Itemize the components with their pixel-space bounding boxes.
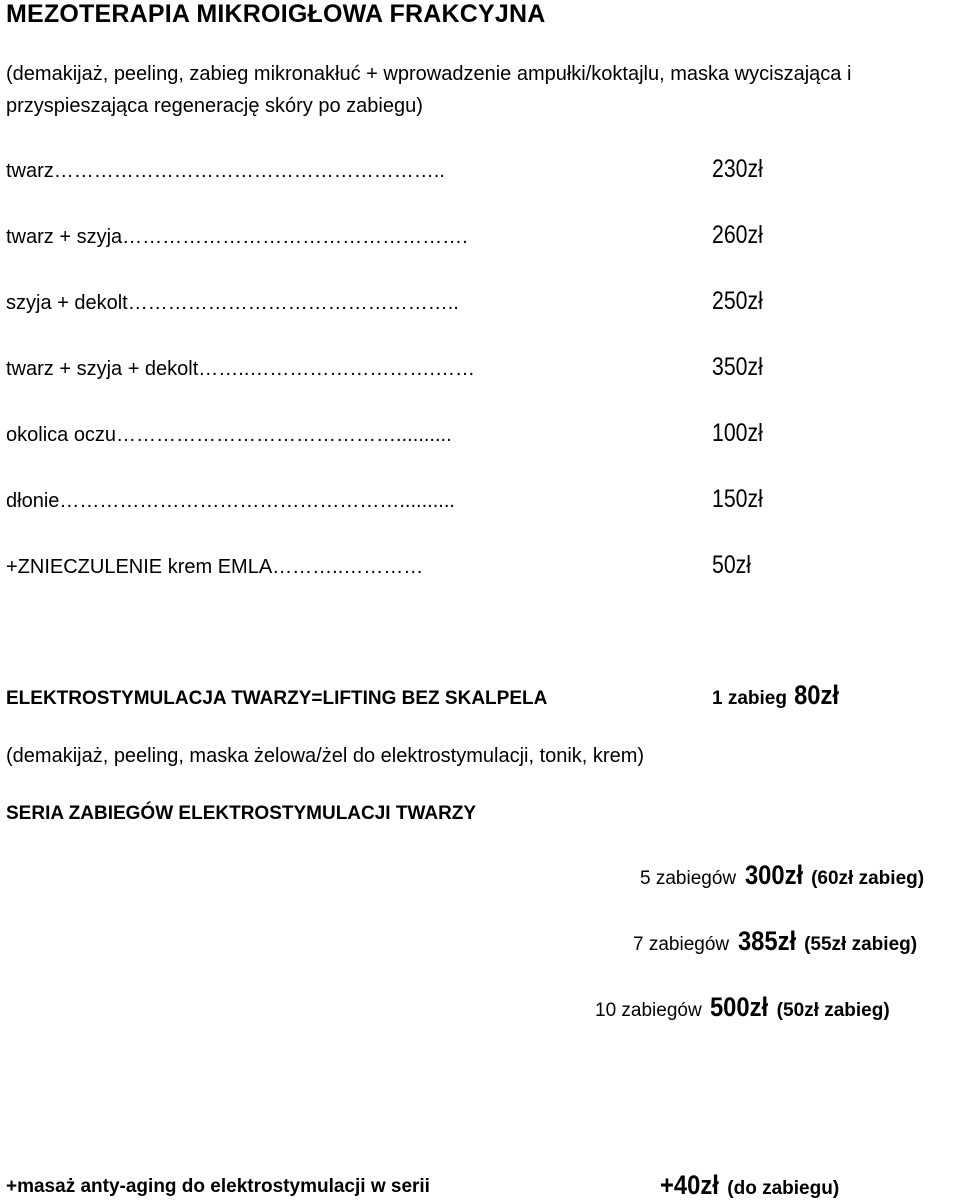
treatment-description: (demakijaż, peeling, zabieg mikronakłuć + wprowadzenie ampułki/koktajlu, maska wyciszająca i przyspieszająca regenerację skóry po zabiegu) [6,63,852,117]
package-count: 5 zabiegów [640,868,737,889]
service-label-szyja-dekolt: szyja + dekolt………………………………………….. [6,292,459,314]
addon-price [656,1170,839,1201]
service-label-twarz-szyja: twarz + szyja……………………………………………. [6,226,468,248]
package-count: 7 zabiegów [633,934,730,955]
package-7 [633,926,917,957]
series-title: SERIA ZABIEGÓW ELEKTROSTYMULACJI TWARZY [6,803,477,824]
electro-description: (demakijaż, peeling, maska żelowa/żel do elektrostymulacji, tonik, krem) [6,745,645,767]
electro-single-amount: 80zł [794,680,840,710]
page-title: MEZOTERAPIA MIKROIGŁOWA FRAKCYJNA [6,0,546,28]
package-count: 10 zabiegów [595,1000,702,1021]
service-label-znieczulenie: +ZNIECZULENIE krem EMLA………..………… [6,556,424,578]
service-label-twarz-szyja-dekolt: twarz + szyja + dekolt……..……………………….…… [6,358,475,380]
service-price-okolica-oczu: 100zł [712,419,763,447]
service-label-okolica-oczu: okolica oczu…………………………………….......... [6,424,452,446]
addon-label: +masaż anty-aging do elektrostymulacji w serii [6,1176,430,1197]
package-5 [640,860,924,891]
service-price-dlonie: 150zł [712,485,763,513]
electro-title: ELEKTROSTYMULACJA TWARZY=LIFTING BEZ SKALPELA [6,688,548,709]
electro-single-label: 1 zabieg [712,688,787,709]
package-price: 500zł [710,992,769,1022]
package-10 [595,992,890,1023]
electro-single-price [712,680,842,711]
service-price-twarz: 230zł [712,155,763,183]
package-price: 385zł [737,926,796,956]
addon-amount: +40zł [660,1170,719,1200]
package-note: (55zł zabieg) [804,934,918,955]
service-price-twarz-szyja: 260zł [712,221,763,249]
service-price-znieczulenie: 50zł [712,551,751,579]
service-price-szyja-dekolt: 250zł [712,287,763,315]
service-label-twarz: twarz………………………………………………….. [6,160,445,182]
package-note: (60zł zabieg) [811,868,925,889]
addon-note: (do zabiegu) [727,1178,840,1199]
package-note: (50zł zabieg) [776,1000,890,1021]
package-price: 300zł [744,860,803,890]
service-price-twarz-szyja-dekolt: 350zł [712,353,763,381]
service-label-dlonie: dłonie…………………………………………….......... [6,490,455,512]
